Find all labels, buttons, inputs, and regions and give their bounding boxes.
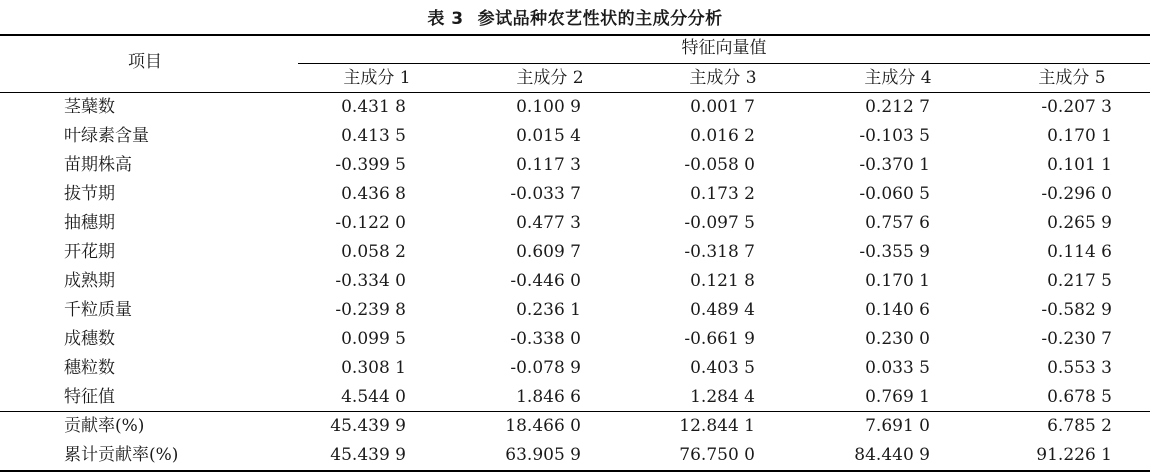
group-underline	[298, 63, 1150, 64]
row-value-pc2: -0.446 0	[510, 271, 581, 291]
row-label: 开花期	[64, 242, 115, 262]
summary-rule	[0, 411, 1150, 412]
row-value-pc3: 0.001 7	[690, 97, 755, 117]
row-value-pc1: -0.334 0	[335, 271, 406, 291]
row-value-pc4: -0.103 5	[859, 126, 930, 146]
header-item: 项目	[128, 52, 162, 72]
row-value-pc1: 0.099 5	[341, 329, 406, 349]
row-value-pc5: 0.265 9	[1047, 213, 1112, 233]
row-value-pc3: -0.097 5	[684, 213, 755, 233]
header-rule	[0, 92, 1150, 93]
header-component-1: 主成分 1	[343, 68, 411, 88]
row-value-pc2: -0.338 0	[510, 329, 581, 349]
row-value-pc5: -0.207 3	[1041, 97, 1112, 117]
row-value-pc4: -0.355 9	[859, 242, 930, 262]
row-value-pc2: 0.609 7	[516, 242, 581, 262]
row-value-pc3: -0.318 7	[684, 242, 755, 262]
row-value-pc3: 0.489 4	[690, 300, 755, 320]
row-value-pc1: 4.544 0	[341, 387, 406, 407]
row-label: 成熟期	[64, 271, 115, 291]
row-value-pc5: 6.785 2	[1047, 416, 1112, 436]
row-value-pc2: 1.846 6	[516, 387, 581, 407]
header-component-2: 主成分 2	[516, 68, 584, 88]
header-group: 特征向量值	[681, 38, 767, 58]
row-value-pc4: -0.060 5	[859, 184, 930, 204]
row-value-pc1: 0.308 1	[341, 358, 406, 378]
row-value-pc2: 0.100 9	[516, 97, 581, 117]
table-title: 参试品种农艺性状的主成分分析	[477, 9, 723, 29]
row-value-pc2: 18.466 0	[505, 416, 581, 436]
row-value-pc1: -0.122 0	[335, 213, 406, 233]
row-label: 千粒质量	[64, 300, 132, 320]
row-value-pc1: 0.431 8	[341, 97, 406, 117]
row-value-pc3: 0.016 2	[690, 126, 755, 146]
row-value-pc5: 0.114 6	[1047, 242, 1112, 262]
row-value-pc2: 0.015 4	[516, 126, 581, 146]
row-value-pc4: -0.370 1	[859, 155, 930, 175]
row-value-pc5: 0.553 3	[1047, 358, 1112, 378]
row-value-pc1: 0.058 2	[341, 242, 406, 262]
row-label: 贡献率(%)	[64, 416, 145, 436]
header-component-3: 主成分 3	[689, 68, 757, 88]
table-number: 表 3	[427, 9, 464, 29]
row-value-pc3: 1.284 4	[690, 387, 755, 407]
top-rule	[0, 34, 1150, 36]
row-value-pc4: 0.769 1	[865, 387, 930, 407]
row-value-pc4: 0.033 5	[865, 358, 930, 378]
row-value-pc2: 0.117 3	[516, 155, 581, 175]
row-value-pc4: 84.440 9	[854, 445, 930, 465]
row-value-pc5: 0.170 1	[1047, 126, 1112, 146]
row-value-pc2: 0.477 3	[516, 213, 581, 233]
row-label: 茎蘖数	[64, 97, 115, 117]
row-label: 拔节期	[64, 184, 115, 204]
row-value-pc5: 0.101 1	[1047, 155, 1112, 175]
row-value-pc4: 0.230 0	[865, 329, 930, 349]
row-value-pc1: 0.413 5	[341, 126, 406, 146]
header-component-5: 主成分 5	[1038, 68, 1106, 88]
row-value-pc4: 0.212 7	[865, 97, 930, 117]
table-caption	[0, 4, 1150, 29]
row-label: 成穗数	[64, 329, 115, 349]
row-label: 累计贡献率(%)	[64, 445, 179, 465]
row-value-pc4: 0.140 6	[865, 300, 930, 320]
row-value-pc2: -0.033 7	[510, 184, 581, 204]
row-label: 特征值	[64, 387, 115, 407]
row-value-pc2: -0.078 9	[510, 358, 581, 378]
bottom-rule	[0, 470, 1150, 472]
header-component-4: 主成分 4	[864, 68, 932, 88]
row-value-pc3: 0.173 2	[690, 184, 755, 204]
row-value-pc3: -0.661 9	[684, 329, 755, 349]
row-value-pc4: 0.170 1	[865, 271, 930, 291]
row-label: 叶绿素含量	[64, 126, 149, 146]
row-value-pc3: 0.403 5	[690, 358, 755, 378]
row-value-pc1: 45.439 9	[330, 445, 406, 465]
row-value-pc5: 0.217 5	[1047, 271, 1112, 291]
row-value-pc4: 0.757 6	[865, 213, 930, 233]
row-value-pc5: 91.226 1	[1036, 445, 1112, 465]
row-value-pc4: 7.691 0	[865, 416, 930, 436]
row-value-pc1: -0.399 5	[335, 155, 406, 175]
row-value-pc5: -0.296 0	[1041, 184, 1112, 204]
row-value-pc1: 45.439 9	[330, 416, 406, 436]
row-label: 穗粒数	[64, 358, 115, 378]
row-value-pc3: 0.121 8	[690, 271, 755, 291]
row-label: 苗期株高	[64, 155, 132, 175]
row-value-pc3: 12.844 1	[679, 416, 755, 436]
row-label: 抽穗期	[64, 213, 115, 233]
row-value-pc5: -0.582 9	[1041, 300, 1112, 320]
row-value-pc3: -0.058 0	[684, 155, 755, 175]
row-value-pc1: -0.239 8	[335, 300, 406, 320]
row-value-pc2: 63.905 9	[505, 445, 581, 465]
row-value-pc3: 76.750 0	[679, 445, 755, 465]
row-value-pc1: 0.436 8	[341, 184, 406, 204]
row-value-pc5: -0.230 7	[1041, 329, 1112, 349]
row-value-pc2: 0.236 1	[516, 300, 581, 320]
row-value-pc5: 0.678 5	[1047, 387, 1112, 407]
